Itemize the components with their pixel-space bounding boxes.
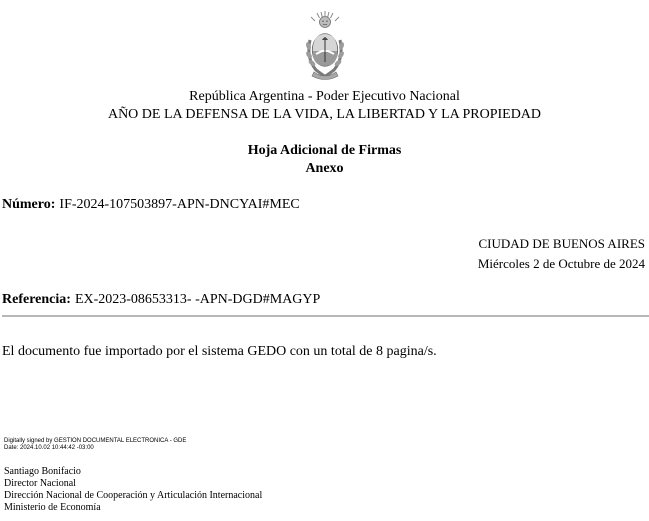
signer-name: Santiago Bonifacio [4,466,81,477]
digital-signature-date: Date: 2024.10.02 10:44:42 -03:00 [4,445,94,451]
document-number-value: IF-2024-107503897-APN-DNCYAI#MEC [59,197,300,212]
document-number [2,196,300,213]
digital-signature-signed-by: Digitally signed by GESTION DOCUMENTAL ELECTRONICA - GDE [4,438,187,444]
reference-label: Referencia: [2,292,71,307]
header-government-line: República Argentina - Poder Ejecutivo Nacional [189,89,460,104]
document-reference [2,291,320,308]
sheet-title: Hoja Adicional de Firmas [247,143,402,158]
argentina-coat-of-arms-icon [300,10,350,82]
document-date: Miércoles 2 de Octubre de 2024 [477,256,645,271]
digital-signature-stamp [4,438,186,452]
document-city: CIUDAD DE BUENOS AIRES [478,236,645,251]
document-body-text: El documento fue importado por el sistema GEDO con un total de 8 pagina/s. [2,344,437,359]
document-number-label: Número: [2,197,56,212]
signer-ministry: Ministerio de Economía [4,502,101,513]
sheet-subtitle: Anexo [305,161,344,176]
header-year-motto: AÑO DE LA DEFENSA DE LA VIDA, LA LIBERTAD Y LA PROPIEDAD [107,107,542,122]
reference-value: EX-2023-08653313- -APN-DGD#MAGYP [74,292,321,307]
signer-position: Director Nacional [4,478,76,489]
signer-office: Dirección Nacional de Cooperación y Articulación Internacional [4,490,263,501]
divider [2,315,649,317]
signer-block [4,466,262,514]
